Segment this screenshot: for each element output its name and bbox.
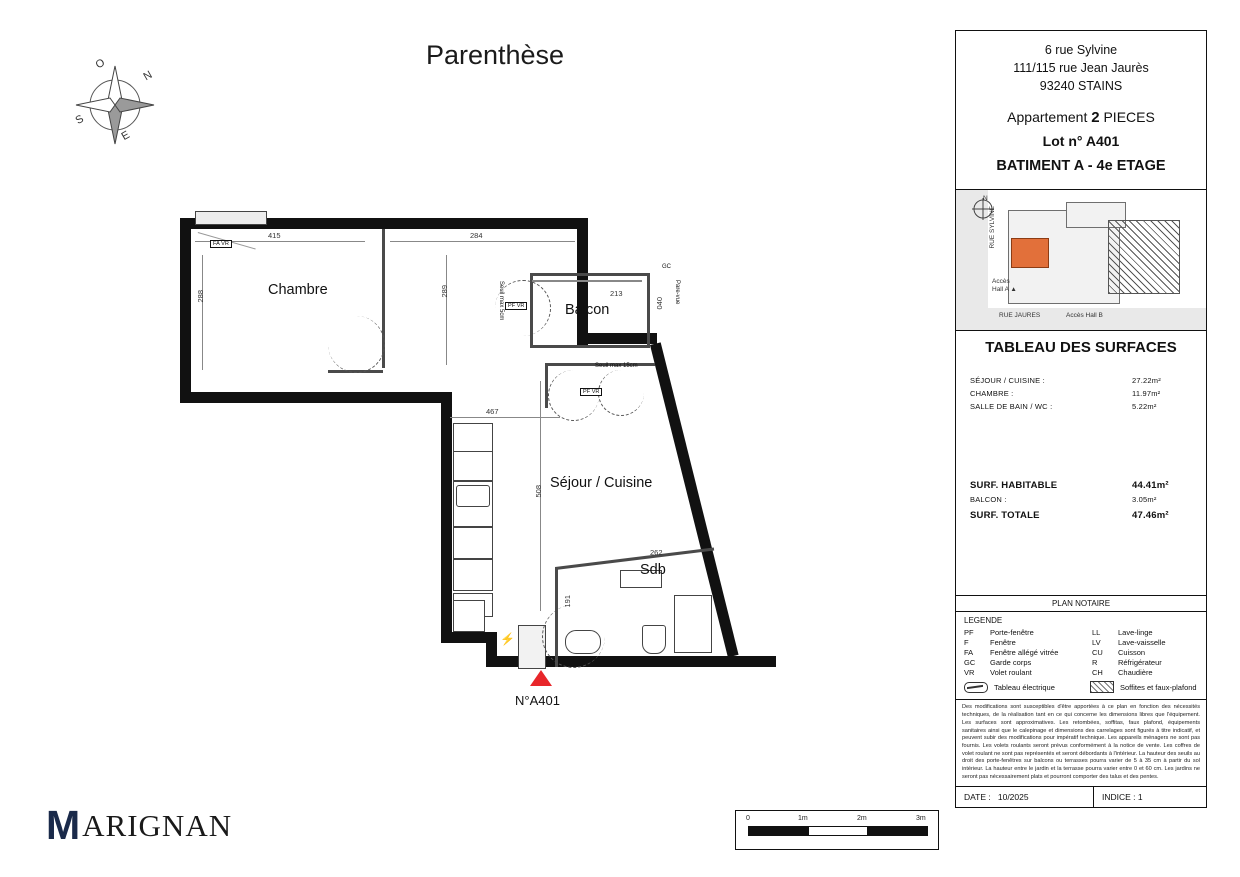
entry-lot-label: N°A401 — [515, 693, 560, 708]
wall-balcon-right-top — [577, 333, 657, 344]
site-map — [956, 190, 1206, 331]
tag-pf-vr-2: PF VR — [580, 388, 602, 396]
info-panel — [955, 30, 1207, 808]
dimlinev-chambre-left — [202, 255, 203, 370]
table-row — [956, 400, 1206, 413]
table-row — [956, 374, 1206, 387]
legend-abbr: FA — [964, 648, 974, 658]
legend-abbr: VR — [964, 668, 975, 678]
dimlinev-chambre-right — [446, 255, 447, 365]
legend-item — [1092, 668, 1166, 677]
partition-chambre — [382, 229, 385, 349]
surface-habitable-label: SURF. HABITABLE — [970, 480, 1058, 492]
compass-label-s: S — [73, 112, 86, 128]
legend-item — [964, 628, 1092, 637]
kitchen-unit-3 — [453, 527, 493, 559]
surfaces-table — [956, 331, 1206, 596]
dim-040: 040 — [655, 297, 664, 310]
sitemap-rue-sylvine: RUE SYLVINE — [989, 206, 996, 249]
sitemap-north-label: N — [983, 195, 988, 203]
table-row — [956, 387, 1206, 400]
surface-habitable-row — [956, 470, 1206, 493]
surface-balcon-value: 3.05m² — [1132, 495, 1157, 505]
tag-fa-vr: FA VR — [210, 240, 232, 248]
wall-left — [180, 218, 191, 403]
scale-tick-2: 2m — [857, 815, 867, 822]
address-block — [956, 31, 1206, 190]
soffite-hatch-icon — [1090, 681, 1114, 693]
tag-pf-vr-1: PF VR — [505, 302, 527, 310]
room-label-balcon: Balcon — [565, 302, 610, 318]
compass-label-o: O — [93, 56, 107, 72]
floor-plan — [150, 185, 830, 708]
legend-item — [964, 638, 1092, 647]
sdb-shower — [674, 595, 712, 653]
legend-text: Volet roulant — [990, 668, 1032, 678]
surface-habitable-value: 44.41m² — [1132, 480, 1169, 492]
surface-totale-label: SURF. TOTALE — [970, 510, 1040, 522]
date-label: DATE : — [964, 791, 991, 802]
balcon-rail — [532, 280, 642, 282]
dim-191: 191 — [563, 595, 572, 608]
surface-totale-value: 47.46m² — [1132, 510, 1169, 522]
legend-item — [1092, 658, 1166, 667]
balcon-wall-bottom — [530, 345, 650, 348]
legend-column-2 — [1092, 628, 1166, 678]
surface-value: 5.22m² — [1132, 402, 1157, 412]
legend-text: Fenêtre allégé vitrée — [990, 648, 1059, 658]
appartement-prefix: Appartement — [1007, 109, 1088, 126]
wall-bottom-chambre — [180, 392, 452, 403]
address-line-1: 6 rue Sylvine — [1044, 43, 1118, 57]
window-chambre — [195, 211, 267, 225]
note-pare-vue: Pare-vue — [674, 280, 680, 305]
legend-text: Lave-vaisselle — [1118, 638, 1166, 648]
door-swing-chambre — [328, 316, 385, 373]
surface-label: SÉJOUR / CUISINE : — [970, 376, 1045, 386]
legend-abbr: CU — [1092, 648, 1103, 658]
address-line-2: 111/115 rue Jean Jaurès — [1013, 61, 1149, 76]
balcon-wall-right — [647, 273, 650, 348]
surfaces-title: TABLEAU DES SURFACES — [985, 339, 1177, 357]
sink-basin — [456, 485, 490, 507]
wall-right-chambre — [577, 218, 588, 348]
logo-word: ARIGNAN — [82, 807, 233, 843]
room-label-sdb: Sdb — [640, 562, 666, 578]
dim-284: 284 — [470, 231, 483, 240]
legend-item — [964, 648, 1092, 657]
door-swing-balcon-2 — [598, 370, 644, 416]
kitchen-unit-1 — [453, 423, 493, 453]
legend-item — [1092, 628, 1166, 637]
legend-extra-row — [964, 681, 1198, 693]
entry-arrow-icon — [530, 670, 552, 686]
surface-balcon-label: BALCON : — [970, 495, 1007, 505]
legend-abbr: R — [1092, 658, 1098, 668]
electrical-closet — [453, 600, 485, 632]
legend-abbr: CH — [1092, 668, 1103, 678]
dim-262: 262 — [650, 548, 663, 557]
legend-soffite-text: Soffites et faux-plafond — [1120, 682, 1197, 692]
surface-value: 11.97m² — [1132, 389, 1161, 399]
legend-title: LEGENDE — [964, 616, 1003, 626]
batiment-line: BATIMENT A - 4e ETAGE — [996, 158, 1166, 175]
surface-value: 27.22m² — [1132, 376, 1161, 386]
electric-symbol: ⚡ — [500, 632, 515, 646]
scale-bar-graphic — [748, 826, 928, 836]
surface-label: SALLE DE BAIN / WC : — [970, 402, 1053, 412]
legend-text: Cuisson — [1118, 648, 1146, 658]
legend-item — [1092, 638, 1166, 647]
legend-text: Réfrigérateur — [1118, 658, 1162, 668]
scale-tick-1: 1m — [798, 815, 808, 822]
dim-213: 213 — [610, 289, 623, 298]
note-seuil-15: Seuil max 15cm — [595, 363, 638, 369]
legend-abbr: LL — [1092, 628, 1101, 638]
legend-text: Porte-fenêtre — [990, 628, 1034, 638]
marignan-logo — [46, 802, 233, 848]
dim-467: 467 — [486, 407, 499, 416]
legend-text: Fenêtre — [990, 638, 1016, 648]
legend-electrical-text: Tableau électrique — [994, 682, 1055, 692]
legend-column-1 — [964, 628, 1092, 678]
legend-abbr: LV — [1092, 638, 1101, 648]
dim-508: 508 — [534, 485, 543, 498]
legend-text: Chaudière — [1118, 668, 1153, 678]
sitemap-unit-highlight — [1011, 238, 1049, 268]
address-line-3: 93240 STAINS — [1039, 79, 1123, 94]
legend-item — [964, 668, 1092, 677]
surface-totale-row — [956, 506, 1206, 523]
logo-mark: M — [46, 802, 81, 848]
plan-notaire-label: PLAN NOTAIRE — [956, 596, 1206, 612]
electrical-panel-icon — [964, 682, 988, 693]
dim-415: 415 — [268, 231, 281, 240]
room-label-chambre: Chambre — [268, 282, 328, 298]
room-label-sejour: Séjour / Cuisine — [550, 475, 653, 491]
balcon-ext-left — [545, 363, 548, 408]
compass-label-e: E — [119, 128, 132, 144]
dimline-sejour — [450, 417, 560, 418]
appartement-line — [962, 107, 1200, 129]
indice-cell: INDICE : 1 — [1102, 791, 1143, 802]
surface-balcon-row — [956, 493, 1206, 506]
lot-prefix: Lot n° — [1042, 133, 1083, 150]
legend-text: Lave-linge — [1118, 628, 1153, 638]
wall-left-sejour — [441, 392, 452, 642]
sdb-bathtub — [565, 630, 601, 654]
note-seuil-5: Seuil max 5cm — [498, 281, 504, 321]
balcon-wall-top — [530, 273, 650, 276]
disclaimer-text: Des modifications sont susceptibles d'être apportées à ce plan en fonction des nécessités techniques, de la réalisation tant en ce qui concerne les dimensions libres que l'équipement. Les surfaces sont approximatives. Les retombées, soffitas, faux plafond, équipements sanitaires ainsi que le calepinage et dimensions des carrelages sont figurés à titre indicatif, et peuvent subir des modifications pour impératif technique. Les appareils ménagers ne sont pas fournis. Les volets roulants seront prévus conformément à la notice de vente. Les coffres de volet roulant ne sont pas représentés et seront débordants à l'intérieur. La hauteur des seuils au droit des porte-fenêtres sur balcons ou terrasses pourra varier de 5 à 35 cm à partir du sol intérieur. La hauteur entre le jardin et la terrasse pourra varier entre 0 et 60 cm. Les jardins ne seront pas nécessairement plats et pourront comporter des talus et des pentes. — [956, 700, 1206, 786]
sitemap-acces-hall-a: Accès Hall A ▲ — [992, 278, 1017, 294]
dim-289: 289 — [440, 285, 449, 298]
compass-label-n: N — [141, 68, 155, 84]
compass-rose — [62, 52, 168, 158]
sitemap-rue-jaures: RUE JAURES — [999, 312, 1041, 320]
kitchen-unit-4 — [453, 559, 493, 591]
legend-item — [1092, 648, 1166, 657]
scale-tick-3: 3m — [916, 815, 926, 822]
sdb-wall-left — [555, 567, 558, 667]
date-value: 10/2025 — [997, 791, 1029, 802]
scale-tick-0: 0 — [746, 815, 750, 822]
legend-item — [964, 658, 1092, 667]
legend-abbr: GC — [964, 658, 976, 668]
surface-label: CHAMBRE : — [970, 389, 1014, 399]
appartement-suffix: PIECES — [1103, 109, 1155, 126]
note-gc: GC — [662, 264, 671, 270]
dim-288: 288 — [196, 290, 205, 303]
lot-value: A401 — [1085, 133, 1120, 150]
sdb-wc — [642, 625, 666, 654]
date-cell — [956, 787, 1094, 807]
panel-footer — [956, 787, 1206, 807]
sitemap-acces-hall-b: Accès Hall B — [1066, 312, 1103, 320]
lot-line — [962, 131, 1200, 151]
legend-abbr: F — [964, 638, 969, 648]
legend-text: Garde corps — [990, 658, 1032, 668]
kitchen-unit-2 — [453, 451, 493, 481]
legend — [956, 612, 1206, 700]
sdb-wall-top — [555, 548, 714, 570]
appartement-pieces: 2 — [1091, 109, 1100, 127]
legend-abbr: PF — [964, 628, 974, 638]
scale-bar — [735, 810, 939, 850]
page-title: Parenthèse — [425, 40, 565, 70]
dimline-chambre-right — [390, 241, 575, 242]
